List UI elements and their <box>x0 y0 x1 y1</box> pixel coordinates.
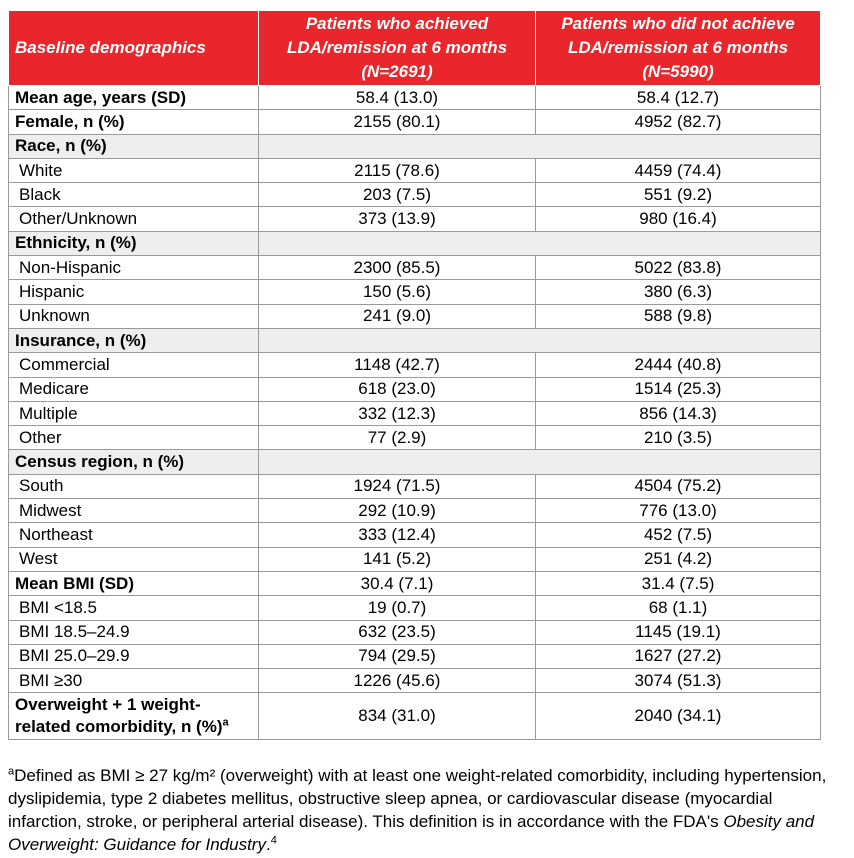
section-label: Census region, n (%) <box>9 450 259 474</box>
achieved-value: 1226 (45.6) <box>259 669 536 693</box>
achieved-value: 58.4 (13.0) <box>259 86 536 110</box>
row-label <box>9 183 259 207</box>
table-row <box>9 207 821 231</box>
table-row <box>9 183 821 207</box>
not-achieved-value: 210 (3.5) <box>536 426 821 450</box>
table-row <box>9 571 821 595</box>
table-row <box>9 523 821 547</box>
achieved-value: 241 (9.0) <box>259 304 536 328</box>
row-label <box>9 644 259 668</box>
footnote-end: . <box>265 835 271 854</box>
not-achieved-value: 4504 (75.2) <box>536 474 821 498</box>
achieved-value: 77 (2.9) <box>259 426 536 450</box>
header-row <box>9 11 821 86</box>
achieved-value: 2115 (78.6) <box>259 158 536 182</box>
not-achieved-value: 1514 (25.3) <box>536 377 821 401</box>
achieved-value: 1148 (42.7) <box>259 353 536 377</box>
table-row <box>9 644 821 668</box>
achieved-value: 373 (13.9) <box>259 207 536 231</box>
not-achieved-value: 856 (14.3) <box>536 401 821 425</box>
achieved-value: 2300 (85.5) <box>259 256 536 280</box>
row-label <box>9 377 259 401</box>
row-label-text: South <box>19 476 64 496</box>
not-achieved-value: 980 (16.4) <box>536 207 821 231</box>
table-row <box>9 693 821 740</box>
row-label-text: Hispanic <box>19 282 85 302</box>
achieved-value: 794 (29.5) <box>259 644 536 668</box>
row-label <box>9 499 259 523</box>
footnote <box>8 764 848 856</box>
section-spacer <box>259 328 821 352</box>
row-label-text: BMI ≥30 <box>19 670 83 690</box>
section-spacer <box>259 134 821 158</box>
row-label <box>9 693 259 740</box>
row-label-text: Commercial <box>19 354 110 374</box>
achieved-value: 203 (7.5) <box>259 183 536 207</box>
row-label <box>9 571 259 595</box>
section-label: Race, n (%) <box>9 134 259 158</box>
table-row <box>9 353 821 377</box>
not-achieved-value: 5022 (83.8) <box>536 256 821 280</box>
section-label: Insurance, n (%) <box>9 328 259 352</box>
table-row <box>9 86 821 110</box>
row-label <box>9 523 259 547</box>
row-label-text: Other/Unknown <box>19 209 138 229</box>
row-label-text: Unknown <box>19 306 90 326</box>
row-label-text: BMI 18.5–24.9 <box>19 622 130 642</box>
row-label <box>9 620 259 644</box>
achieved-value: 292 (10.9) <box>259 499 536 523</box>
not-achieved-value: 452 (7.5) <box>536 523 821 547</box>
header-not-achieved-line1: Patients who did not achieve <box>561 14 795 33</box>
table-row <box>9 596 821 620</box>
table-row <box>9 474 821 498</box>
row-label <box>9 426 259 450</box>
row-label <box>9 304 259 328</box>
table-row <box>9 256 821 280</box>
row-label-text: Medicare <box>19 379 89 399</box>
row-label <box>9 110 259 134</box>
section-spacer <box>259 231 821 255</box>
not-achieved-value: 4459 (74.4) <box>536 158 821 182</box>
row-label <box>9 353 259 377</box>
table-row <box>9 620 821 644</box>
table-row <box>9 499 821 523</box>
row-label-text: Other <box>19 427 62 447</box>
table-row <box>9 304 821 328</box>
table-row <box>9 280 821 304</box>
achieved-value: 150 (5.6) <box>259 280 536 304</box>
row-label <box>9 547 259 571</box>
footnote-reference: 4 <box>270 834 277 847</box>
table-row <box>9 158 821 182</box>
row-label-text: Non-Hispanic <box>19 257 122 277</box>
row-label <box>9 474 259 498</box>
section-row <box>9 450 821 474</box>
not-achieved-value: 3074 (51.3) <box>536 669 821 693</box>
section-spacer <box>259 450 821 474</box>
achieved-value: 632 (23.5) <box>259 620 536 644</box>
table-row <box>9 669 821 693</box>
achieved-value: 834 (31.0) <box>259 693 536 740</box>
achieved-value: 30.4 (7.1) <box>259 571 536 595</box>
header-achieved-line1: Patients who achieved <box>305 14 489 33</box>
not-achieved-value: 1627 (27.2) <box>536 644 821 668</box>
row-label <box>9 401 259 425</box>
header-baseline-demographics: Baseline demographics <box>9 11 259 86</box>
achieved-value: 333 (12.4) <box>259 523 536 547</box>
header-not-achieved-line2: LDA/remission at 6 months <box>567 38 789 57</box>
row-label <box>9 207 259 231</box>
row-label-text: Mean age, years (SD) <box>15 87 187 107</box>
section-row <box>9 134 821 158</box>
achieved-value: 1924 (71.5) <box>259 474 536 498</box>
footnote-guidance-title: Obesity and Overweight: Guidance for Industry <box>8 812 815 854</box>
row-label-text: White <box>19 160 63 180</box>
table-row <box>9 547 821 571</box>
not-achieved-value: 31.4 (7.5) <box>536 571 821 595</box>
not-achieved-value: 68 (1.1) <box>536 596 821 620</box>
section-label: Ethnicity, n (%) <box>9 231 259 255</box>
row-label <box>9 86 259 110</box>
row-label-text: Northeast <box>19 524 93 544</box>
achieved-value: 332 (12.3) <box>259 401 536 425</box>
row-label-text: West <box>19 549 58 569</box>
header-not-achieved-n: (N=5990) <box>642 62 714 81</box>
footnote-text: Defined as BMI ≥ 27 kg/m² (overweight) with at least one weight-related comorbidity, including hypertension, dyslipidemia, type 2 diabetes mellitus, obstructive sleep apnea, or cardiovascular disease (myocardial infarction, stroke, or peripheral arterial disease). This definition is in accordance with the FDA's <box>8 766 827 831</box>
header-not-achieved <box>536 11 821 86</box>
row-label <box>9 596 259 620</box>
row-label-text: BMI 25.0–29.9 <box>19 646 130 666</box>
table-row <box>9 426 821 450</box>
not-achieved-value: 58.4 (12.7) <box>536 86 821 110</box>
not-achieved-value: 776 (13.0) <box>536 499 821 523</box>
table-row <box>9 377 821 401</box>
footnote-marker: a <box>8 765 15 778</box>
header-achieved <box>259 11 536 86</box>
header-achieved-n: (N=2691) <box>361 62 433 81</box>
achieved-value: 618 (23.0) <box>259 377 536 401</box>
row-label-text: Female, n (%) <box>15 111 125 131</box>
row-label-text: Multiple <box>19 403 78 423</box>
not-achieved-value: 551 (9.2) <box>536 183 821 207</box>
not-achieved-value: 4952 (82.7) <box>536 110 821 134</box>
not-achieved-value: 2444 (40.8) <box>536 353 821 377</box>
row-label-text: Overweight + 1 weight-related comorbidity, n (%) <box>15 695 223 737</box>
row-label-text: Midwest <box>19 500 82 520</box>
table-row <box>9 401 821 425</box>
not-achieved-value: 380 (6.3) <box>536 280 821 304</box>
row-label-text: Black <box>19 184 61 204</box>
achieved-value: 19 (0.7) <box>259 596 536 620</box>
row-label <box>9 280 259 304</box>
row-label <box>9 669 259 693</box>
section-row <box>9 231 821 255</box>
not-achieved-value: 251 (4.2) <box>536 547 821 571</box>
achieved-value: 141 (5.2) <box>259 547 536 571</box>
header-achieved-line2: LDA/remission at 6 months <box>286 38 508 57</box>
row-label <box>9 158 259 182</box>
table-body <box>9 86 821 740</box>
demographics-table <box>8 10 821 740</box>
not-achieved-value: 1145 (19.1) <box>536 620 821 644</box>
table-row <box>9 110 821 134</box>
not-achieved-value: 2040 (34.1) <box>536 693 821 740</box>
footnote-superscript: a <box>222 716 229 729</box>
achieved-value: 2155 (80.1) <box>259 110 536 134</box>
section-row <box>9 328 821 352</box>
row-label-text: Mean BMI (SD) <box>15 573 134 593</box>
not-achieved-value: 588 (9.8) <box>536 304 821 328</box>
row-label <box>9 256 259 280</box>
row-label-text: BMI <18.5 <box>19 597 97 617</box>
